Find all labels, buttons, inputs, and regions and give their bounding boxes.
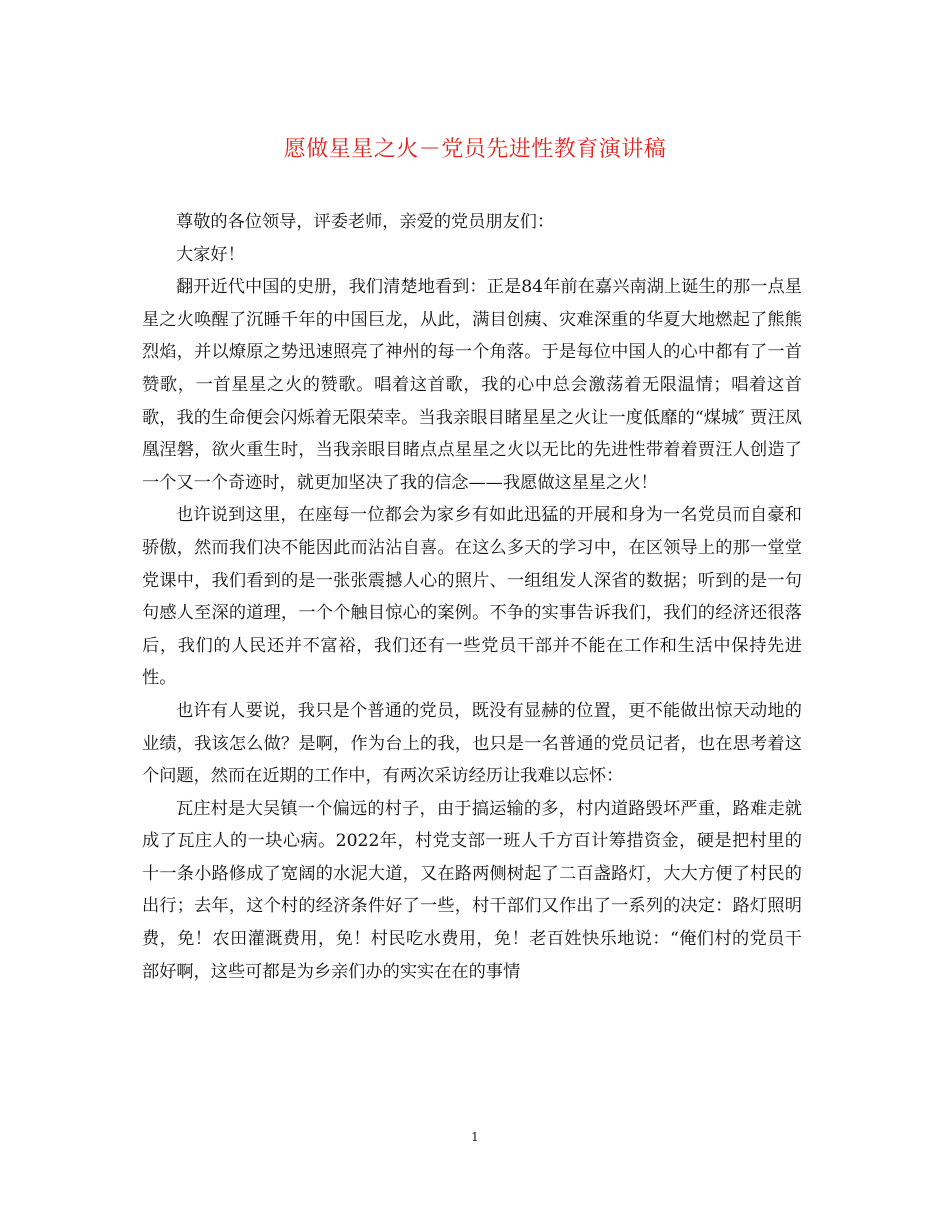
body-paragraph: 翻开近代中国的史册，我们清楚地看到：正是84年前在嘉兴南湖上诞生的那一点星星之火唤醒了沉睡千年的中国巨龙，从此，满目创痍、灾难深重的华夏大地燃起了熊熊烈焰，并以燎原之势迅速照亮了神州的每一个角落。于是每位中国人的心中都有了一首赞歌，一首星星之火的赞歌。唱着这首歌，我的心中总会激荡着无限温情；唱着这首歌，我的生命便会闪烁着无限荣幸。当我亲眼目睹星星之火让一度低靡的“煤城″ 贾汪凤凰涅磐，欲火重生时，当我亲眼目睹点点星星之火以无比的先进性带着着贾汪人创造了一个又一个奇迹时，就更加坚决了我的信念——我愿做这星星之火！ xyxy=(142,277,802,493)
body-paragraph: 也许说到这里，在座每一位都会为家乡有如此迅猛的开展和身为一名党员而自豪和骄傲，然而我们决不能因此而沾沾自喜。在这么多天的学习中，在区领导上的那一堂堂党课中，我们看到的是一张张震撼人心的照片、一组组发人深省的数据；听到的是一句句感人至深的道理，一个个触目惊心的案例。不争的实事告诉我们，我们的经济还很落后，我们的人民还并不富裕，我们还有一些党员干部并不能在工作和生活中保持先进性。 xyxy=(142,505,802,689)
body-paragraph: 瓦庄村是大吴镇一个偏远的村子，由于搞运输的多，村内道路毁坏严重，路难走就成了瓦庄人的一块心病。2022年，村党支部一班人千方百计筹措资金，硬是把村里的十一条小路修成了宽阔的水泥大道，又在路两侧树起了二百盏路灯，大大方便了村民的出行；去年，这个村的经济条件好了一些，村干部们又作出了一系列的决定：路灯照明费，免！农田灌溉费用，免！村民吃水费用，免！老百姓快乐地说：“俺们村的党员干部好啊，这些可都是为乡亲们办的实实在在的事情 xyxy=(142,798,802,982)
page-number: 1 xyxy=(471,1130,479,1144)
greeting-paragraph: 大家好！ xyxy=(176,244,245,265)
document-title: 愿做星星之火－党员先进性教育演讲稿 xyxy=(283,137,667,162)
document-body xyxy=(142,206,802,988)
salutation-paragraph: 尊敬的各位领导，评委老师，亲爱的党员朋友们： xyxy=(176,212,555,232)
body-paragraph: 也许有人要说，我只是个普通的党员，既没有显赫的位置，更不能做出惊天动地的业绩，我该怎么做？是啊，作为台上的我，也只是一名普通的党员记者，也在思考着这个问题，然而在近期的工作中，有两次采访经历让我难以忘怀： xyxy=(142,700,802,787)
